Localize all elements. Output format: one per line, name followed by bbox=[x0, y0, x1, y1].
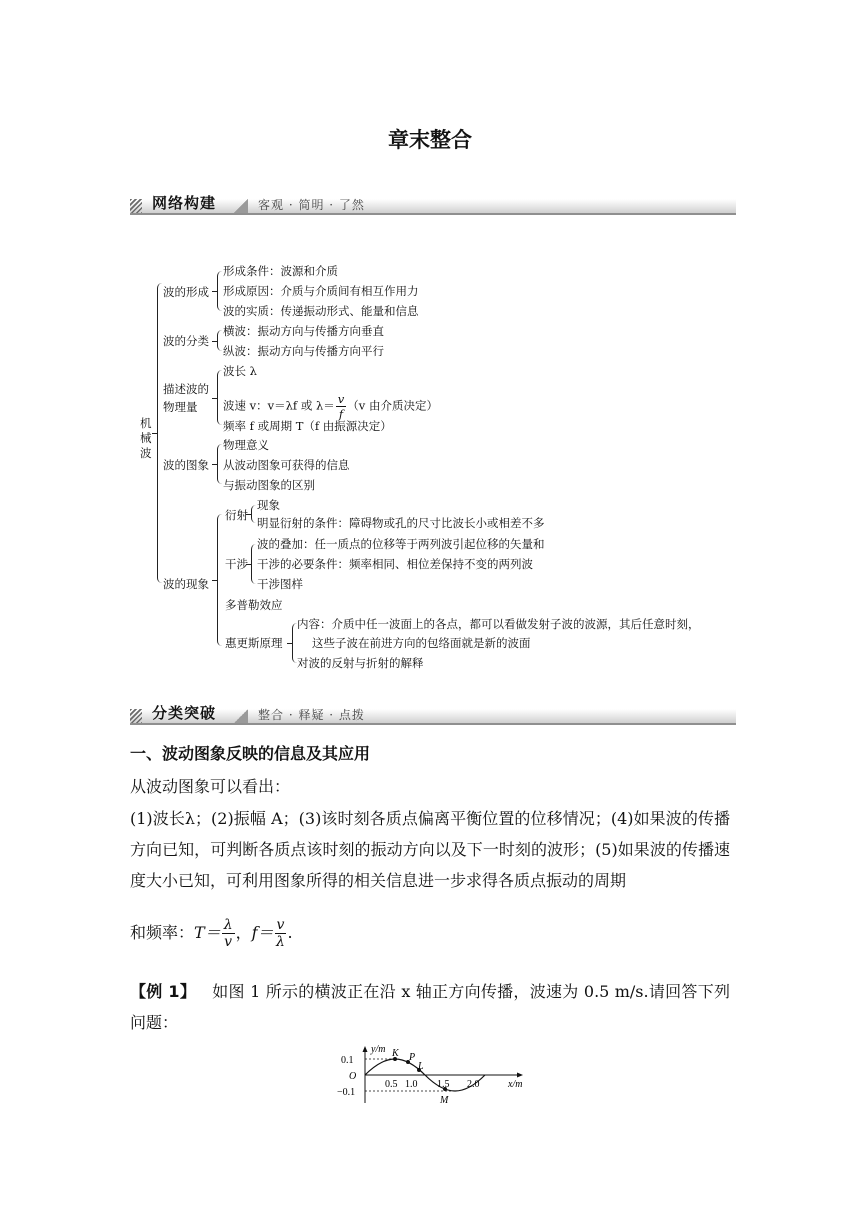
section-header-breakthrough bbox=[130, 703, 736, 725]
leaf: 与振动图象的区别 bbox=[223, 478, 315, 492]
branch-quantities: 描述波的 bbox=[163, 382, 209, 396]
section-heading: 一、波动图象反映的信息及其应用 bbox=[130, 744, 371, 763]
intro-text: 从波动图象可以看出： bbox=[130, 777, 291, 796]
leaf: 物理意义 bbox=[223, 438, 269, 452]
y-tick: O bbox=[349, 1071, 357, 1082]
leaf: 横波：振动方向与传播方向垂直 bbox=[223, 324, 384, 338]
leaf: 干涉图样 bbox=[257, 577, 303, 591]
point-label: L bbox=[418, 1061, 424, 1072]
leaf: 形成条件：波源和介质 bbox=[223, 264, 338, 278]
section-label: 网络构建 bbox=[152, 194, 217, 212]
point-label: K bbox=[392, 1048, 399, 1059]
x-axis-label: x/m bbox=[508, 1079, 523, 1090]
fraction-f: $\frac{v}{\lambda}$ bbox=[276, 917, 285, 950]
leaf: 波的实质：传递振动形式、能量和信息 bbox=[223, 304, 419, 318]
leaf: 纵波：振动方向与传播方向平行 bbox=[223, 344, 384, 358]
root-char: 波 bbox=[140, 446, 152, 460]
leaf: 内容：介质中任一波面上的各点，都可以看做发射子波的波源，其后任意时刻， bbox=[297, 617, 700, 631]
leaf: 从波动图象可获得的信息 bbox=[223, 458, 350, 472]
example-paragraph: 【例 1】 如图 1 所示的横波正在沿 x 轴正方向传播，波速为 0.5 m/s.请回答下列问题： bbox=[130, 982, 730, 1032]
root-char: 机 bbox=[140, 416, 152, 430]
point-label: P bbox=[409, 1052, 416, 1063]
sub-interference: 干涉 bbox=[225, 557, 248, 571]
branch-quantities-2: 物理量 bbox=[163, 400, 198, 414]
page-title: 章末整合 bbox=[388, 128, 472, 152]
branch-phenomena: 波的现象 bbox=[163, 577, 209, 591]
wave-figure bbox=[335, 1045, 535, 1107]
leaf: 形成原因：介质与介质间有相互作用力 bbox=[223, 284, 419, 298]
section-label: 分类突破 bbox=[152, 704, 217, 722]
x-tick: 1.5 bbox=[437, 1079, 450, 1090]
fraction-T: $\frac{\lambda}{v}$ bbox=[223, 917, 233, 950]
leaf: 这些子波在前进方向的包络面就是新的波面 bbox=[312, 636, 531, 650]
sub-doppler: 多普勒效应 bbox=[225, 598, 283, 612]
section-subtitle: 整合 · 释疑 · 点拨 bbox=[258, 708, 365, 722]
point-label: M bbox=[440, 1095, 449, 1106]
example-tag: 【例 1】 bbox=[130, 982, 197, 1001]
branch-graph: 波的图象 bbox=[163, 458, 209, 472]
leaf: 波长 λ bbox=[223, 364, 257, 378]
x-tick: 0.5 bbox=[385, 1079, 398, 1090]
leaf: 对波的反射与折射的解释 bbox=[297, 656, 424, 670]
leaf: 波的叠加：任一质点的位移等于两列波引起位移的矢量和 bbox=[257, 537, 545, 551]
formula-line: 和频率：T＝ $\frac{\lambda}{v}$ ，f＝ $\frac{v}{\lambda}$ . bbox=[130, 917, 293, 950]
branch-formation: 波的形成 bbox=[163, 285, 209, 299]
leaf: 频率 f 或周期 T（f 由振源决定） bbox=[223, 419, 392, 433]
section-subtitle: 客观 · 简明 · 了然 bbox=[258, 198, 365, 212]
sub-huygens: 惠更斯原理 bbox=[225, 636, 283, 650]
x-tick: 2.0 bbox=[467, 1079, 480, 1090]
sub-diffraction: 衍射 bbox=[225, 508, 248, 522]
y-tick: −0.1 bbox=[337, 1087, 356, 1098]
leaf: 现象 bbox=[257, 498, 280, 512]
root-char: 械 bbox=[140, 431, 152, 445]
leaf: 干涉的必要条件：频率相同、相位差保持不变的两列波 bbox=[257, 557, 533, 571]
branch-classification: 波的分类 bbox=[163, 334, 209, 348]
y-tick: 0.1 bbox=[341, 1055, 354, 1066]
x-tick: 1.0 bbox=[405, 1079, 418, 1090]
body-paragraph: (1)波长λ；(2)振幅 A；(3)该时刻各质点偏离平衡位置的位移情况；(4)如果波的传播方向已知，可判断各质点该时刻的振动方向以及下一时刻的波形；(5)如果波的传播速度大小已知，可利用图象所得的相关信息进一步求得各质点振动的周期 bbox=[130, 809, 730, 890]
y-axis-label: y/m bbox=[371, 1045, 386, 1055]
leaf-wave-speed: 波速 v：v＝λf 或 λ＝ $\frac{v}{f}$ （v 由介质决定） bbox=[223, 392, 438, 421]
leaf: 明显衍射的条件：障碍物或孔的尺寸比波长小或相差不多 bbox=[257, 516, 545, 530]
